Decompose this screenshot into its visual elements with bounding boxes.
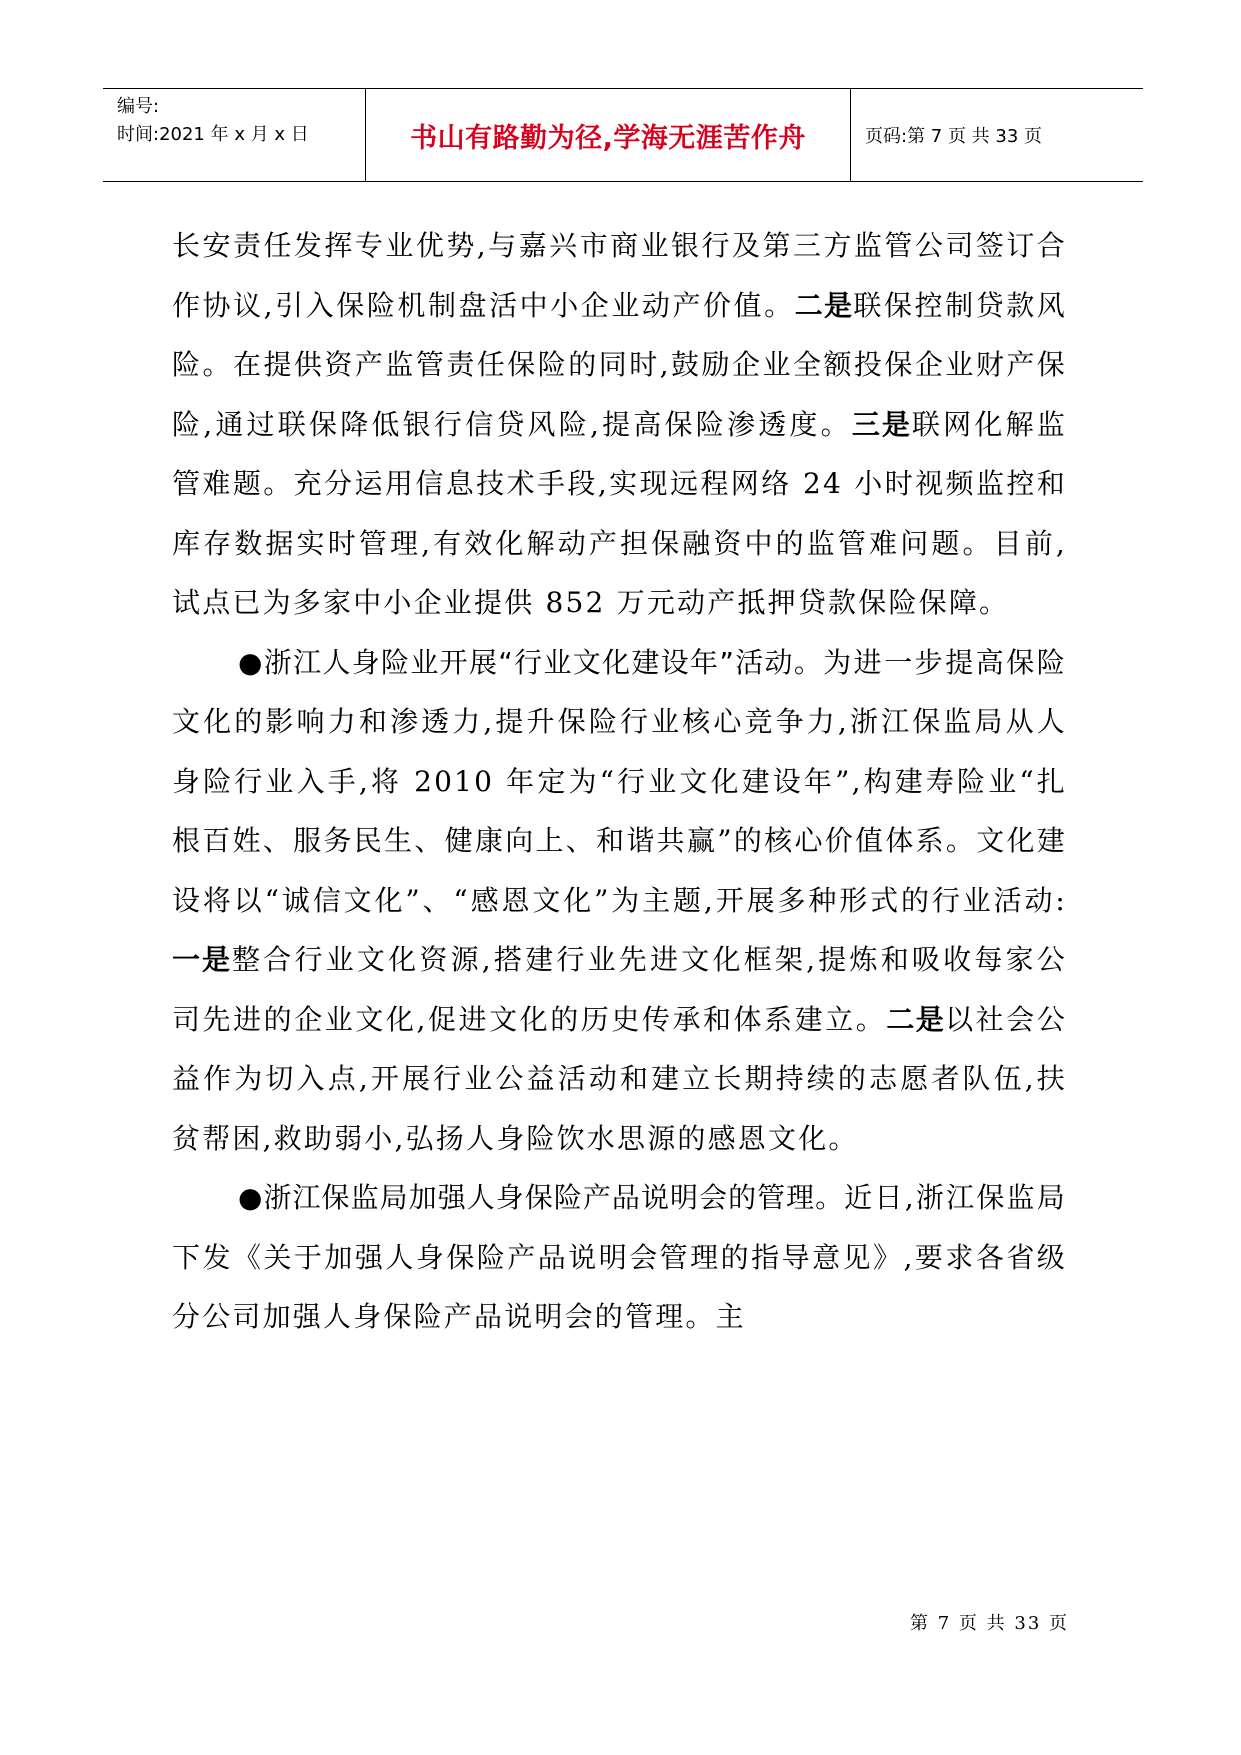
- header-meta: [103, 89, 366, 181]
- paragraph-text: 近日,浙江保监局下发《关于加强人身保险产品说明会管理的指导意见》,要求各省级分公司加强人身保险产品说明会的管理。主: [172, 1181, 1067, 1333]
- document-body: [172, 216, 1067, 1347]
- paragraph-text: 以社会公益作为切入点,开展行业公益活动和建立长期持续的志愿者队伍,扶贫帮困,救助弱小,弘扬人身险饮水思源的感恩文化。: [172, 1002, 1067, 1155]
- bold-marker: 二是: [794, 288, 854, 322]
- page-header: [103, 88, 1143, 182]
- paragraph-text: 整合行业文化资源,搭建行业先进文化框架,提炼和吸收每家公司先进的企业文化,促进文化的历史传承和体系建立。: [172, 943, 1067, 1036]
- header-motto: 书山有路勤为径,学海无涯苦作舟: [366, 89, 851, 181]
- bold-marker: 三是: [851, 407, 912, 441]
- bold-marker: 一是: [172, 943, 233, 976]
- bulleted-heading: ●浙江保监局加强人身保险产品说明会的管理。: [238, 1181, 845, 1214]
- paragraph-1: [172, 216, 1067, 633]
- paragraph-text: 联网化解监管难题。充分运用信息技术手段,实现远程网络 24 小时视频监控和库存数据实时管理,有效化解动产担保融资中的监管难问题。目前,试点已为多家中小企业提供 852 万元动产抵押贷款保险保障。: [172, 407, 1067, 619]
- paragraph-3: [172, 1168, 1067, 1347]
- page-footer: 第 7 页 共 33 页: [910, 1613, 1069, 1634]
- paragraph-text: 为进一步提高保险文化的影响力和渗透力,提升保险行业核心竞争力,浙江保监局从人身险行业入手,将 2010 年定为“行业文化建设年”,构建寿险业“扎根百姓、服务民生、健康向上、和谐共赢”的核心价值体系。文化建设将以“诚信文化”、“感恩文化”为主题,开展多种形式的行业活动:: [172, 645, 1067, 917]
- bold-marker: 二是: [886, 1002, 946, 1036]
- paragraph-text: 联保控制贷款风险。在提供资产监管责任保险的同时,鼓励企业全额投保企业财产保险,通过联保降低银行信贷风险,提高保险渗透度。: [172, 288, 1067, 441]
- document-time-label: 时间:2021 年 x 月 x 日: [117, 124, 309, 145]
- header-page-info: 页码:第 7 页 共 33 页: [865, 126, 1043, 147]
- bulleted-heading: ●浙江人身险业开展“行业文化建设年”活动。: [238, 645, 824, 679]
- paragraph-text: 长安责任发挥专业优势,与嘉兴市商业银行及第三方监管公司签订合作协议,引入保险机制盘活中小企业动产价值。: [172, 229, 1067, 322]
- paragraph-2: [172, 633, 1067, 1169]
- document-number-label: 编号:: [117, 96, 160, 117]
